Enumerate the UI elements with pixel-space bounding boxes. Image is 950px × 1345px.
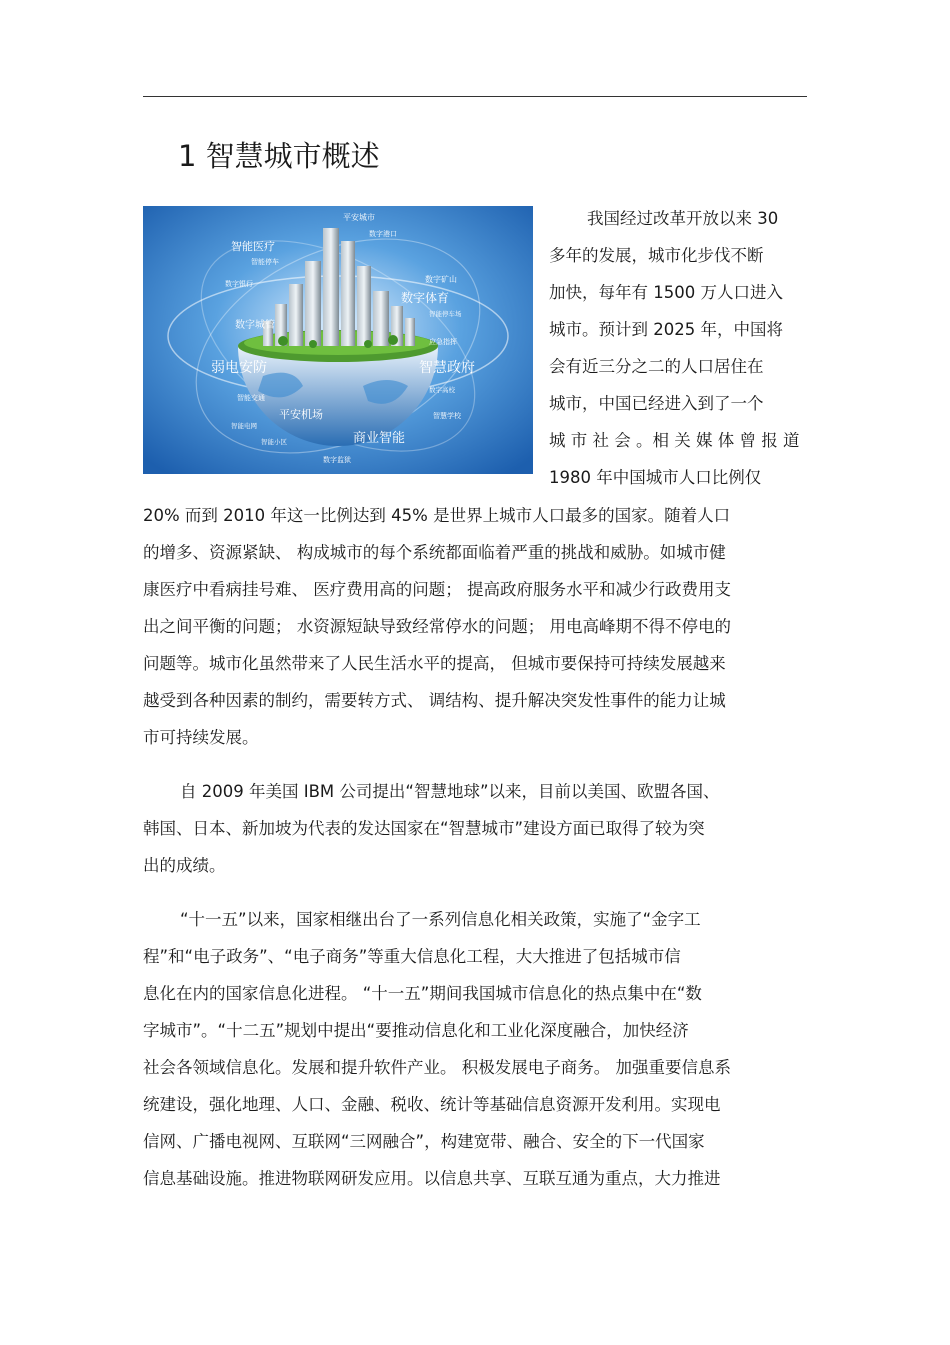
figure-label: 智慧政府: [419, 360, 475, 376]
text-line: 加快，每年有 1500 万人口进入: [549, 283, 783, 302]
figure-label: 数字矿山: [425, 275, 457, 284]
section-heading: 1 智慧城市概述: [178, 139, 380, 173]
figure-label: 数字银行: [225, 280, 253, 288]
figure-label: 智慧学校: [433, 412, 461, 420]
figure-label: 应急指挥: [429, 338, 457, 346]
text-line: 统建设，强化地理、人口、金融、税收、统计等基础信息资源开发利用。实现电: [143, 1095, 721, 1114]
figure-label: 平安城市: [343, 213, 375, 222]
text-line: “十一五”以来，国家相继出台了一系列信息化相关政策，实施了“金字工: [180, 910, 701, 929]
text-line: 城市，中国已经进入到了一个: [549, 394, 764, 413]
text-line: 自 2009 年美国 IBM 公司提出“智慧地球”以来，目前以美国、欧盟各国、: [180, 782, 720, 801]
text-line: 越受到各种因素的制约，需要转方式、 调结构、提升解决突发性事件的能力让城: [143, 691, 726, 710]
text-line: 我国经过改革开放以来 30: [587, 209, 779, 228]
text-line: 城市。预计到 2025 年，中国将: [549, 320, 783, 339]
text-line: 问题等。城市化虽然带来了人民生活水平的提高， 但城市要保持可持续发展越来: [143, 654, 726, 673]
figure-label: 智能停车: [251, 258, 279, 266]
text-line: 字城市”。“十二五”规划中提出“要推动信息化和工业化深度融合，加快经济: [143, 1021, 689, 1040]
figure-label: 数字体育: [401, 291, 450, 305]
figure-label: 平安机场: [279, 408, 323, 421]
text-line: 城 市 社 会 。相 关 媒 体 曾 报 道: [549, 431, 800, 450]
figure-label: 数字监狱: [323, 456, 351, 464]
figure-label: 智能停车场: [429, 310, 462, 318]
text-line: 出的成绩。: [143, 856, 226, 875]
text-line: 会有近三分之二的人口居住在: [549, 357, 764, 376]
text-line: 多年的发展，城市化步伐不断: [549, 246, 764, 265]
figure-label: 智能交通: [237, 394, 265, 402]
text-line: 信息基础设施。推进物联网研发应用。以信息共享、互联互通为重点，大力推进: [143, 1169, 721, 1188]
text-line: 社会各领域信息化。发展和提升软件产业。 积极发展电子商务。 加强重要信息系: [143, 1058, 731, 1077]
text-line: 出之间平衡的问题； 水资源短缺导致经常停水的问题； 用电高峰期不得不停电的: [143, 617, 731, 636]
figure-label: 商业智能: [353, 431, 406, 446]
figure-label: 数字港口: [369, 230, 397, 238]
text-line: 1980 年中国城市人口比例仅: [549, 468, 762, 487]
smart-city-illustration: [143, 206, 533, 474]
text-line: 程”和“电子政务”、“电子商务”等重大信息化工程，大大推进了包括城市信: [143, 947, 681, 966]
figure-label: 智能医疗: [231, 240, 275, 253]
figure-label: 智能电网: [231, 422, 257, 430]
text-line: 康医疗中看病挂号难、 医疗费用高的问题； 提高政府服务水平和减少行政费用支: [143, 580, 731, 599]
figure-label: 数字高校: [429, 386, 455, 394]
text-line: 的增多、资源紧缺、 构成城市的每个系统都面临着严重的挑战和威胁。如城市健: [143, 543, 726, 562]
text-line: 息化在内的国家信息化进程。 “十一五”期间我国城市信息化的热点集中在“数: [143, 984, 702, 1003]
text-line: 韩国、日本、新加坡为代表的发达国家在“智慧城市”建设方面已取得了较为突: [143, 819, 705, 838]
text-line: 信网、广播电视网、互联网“三网融合”，构建宽带、融合、安全的下一代国家: [143, 1132, 705, 1151]
text-line: 20% 而到 2010 年这一比例达到 45% 是世界上城市人口最多的国家。随着人口: [143, 506, 731, 525]
figure-label: 弱电安防: [211, 360, 267, 376]
text-line: 市可持续发展。: [143, 728, 259, 747]
figure-label: 智能小区: [261, 438, 287, 446]
figure-label: 数字城管: [235, 320, 275, 331]
header-rule: [143, 96, 807, 97]
